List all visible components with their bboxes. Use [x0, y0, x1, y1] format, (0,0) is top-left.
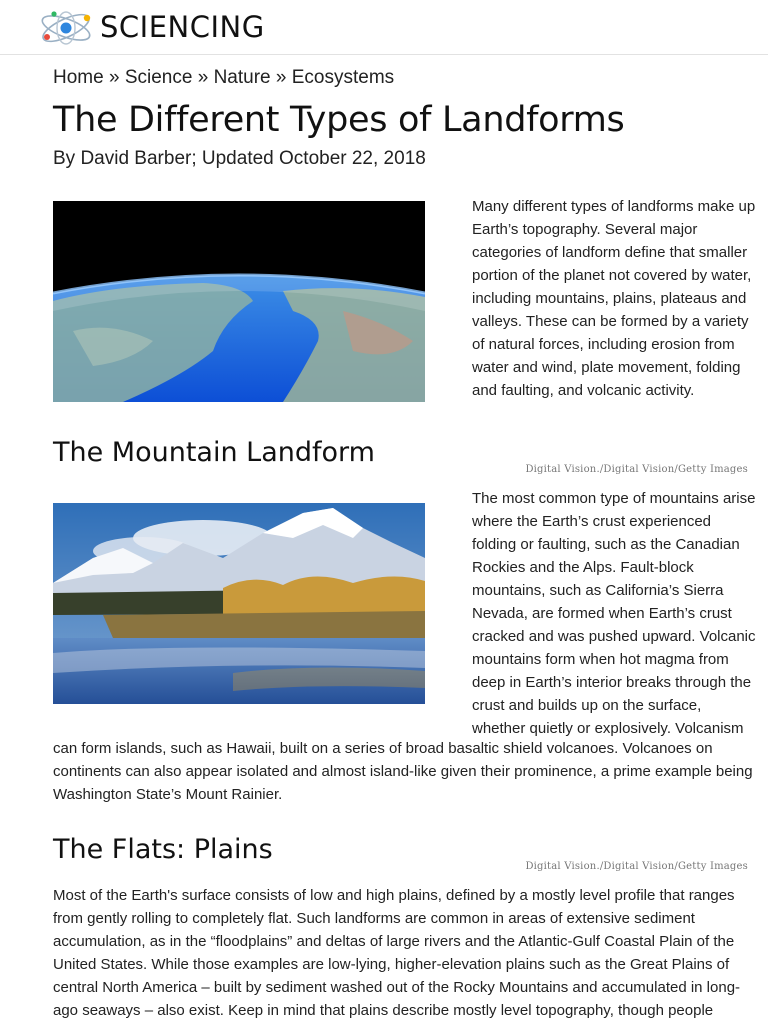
mountain-paragraph-side: The most common type of mountains arise where the Earth’s crust experienced folding or faulting, such as the Canadian Rockies and the Alps. Fault-block mountains, such as California’s Sierra Nevada, are formed when Earth’s crust cracked and was pushed upward. Volcanic mountains form when hot magma from deep in Earth’s interior breaks through the crust and builds up on the surface, whether quietly or explosively. Volcanism — [472, 490, 756, 737]
article-byline: By David Barber; Updated October 22, 2018 — [53, 148, 426, 169]
intro-paragraph: Many different types of landforms make up Earth’s topography. Several major categories of landform define that smaller portion of the planet not covered by water, including mountains, plains, plateaus and valleys. These can be formed by a variety of natural forces, including erosion from water and wind, plate movement, folding and faulting, and volcanic activity. — [472, 198, 756, 399]
breadcrumb-separator: » — [108, 67, 120, 88]
site-logo-text[interactable]: SCIENCING — [100, 10, 265, 44]
section-heading-mountain: The Mountain Landform — [53, 437, 375, 468]
image-credit: Digital Vision./Digital Vision/Getty Images — [525, 464, 748, 475]
atom-icon[interactable] — [38, 6, 94, 50]
breadcrumb — [53, 67, 394, 89]
breadcrumb-home[interactable]: Home — [53, 67, 104, 88]
site-header — [0, 0, 768, 55]
earth-from-space-image — [53, 201, 425, 402]
breadcrumb-science[interactable]: Science — [124, 67, 193, 88]
image-credit: Digital Vision./Digital Vision/Getty Images — [525, 861, 748, 872]
section-heading-plains: The Flats: Plains — [53, 834, 273, 865]
plains-paragraph: Most of the Earth's surface consists of low and high plains, defined by a mostly level profile that ranges from gently rolling to completely flat. Such landforms are common in areas of extensive sediment accumulation, as in the “floodplains” and deltas of large rivers and the Atlantic-Gulf Coastal Plain of the United States. While those examples are low-lying, higher-elevation plains such as the Great Plains of central North America – built by sediment washed out of the Rocky Mountains and accumulated in long-ago seaways – also exist. Keep in mind that plains describe mostly level topography, though people — [53, 887, 741, 1019]
breadcrumb-ecosystems[interactable]: Ecosystems — [291, 67, 395, 88]
page-title: The Different Types of Landforms — [53, 100, 625, 140]
breadcrumb-separator: » — [275, 67, 287, 88]
breadcrumb-separator: » — [197, 67, 209, 88]
mountain-lake-image — [53, 503, 425, 704]
breadcrumb-nature[interactable]: Nature — [213, 67, 271, 88]
mountain-paragraph-continued: can form islands, such as Hawaii, built on a series of broad basaltic shield volcanoes. Volcanoes on continents can also appear isolated and almost island-like given their prominence, a prime example being Washington State’s Mount Rainier. — [53, 740, 753, 803]
